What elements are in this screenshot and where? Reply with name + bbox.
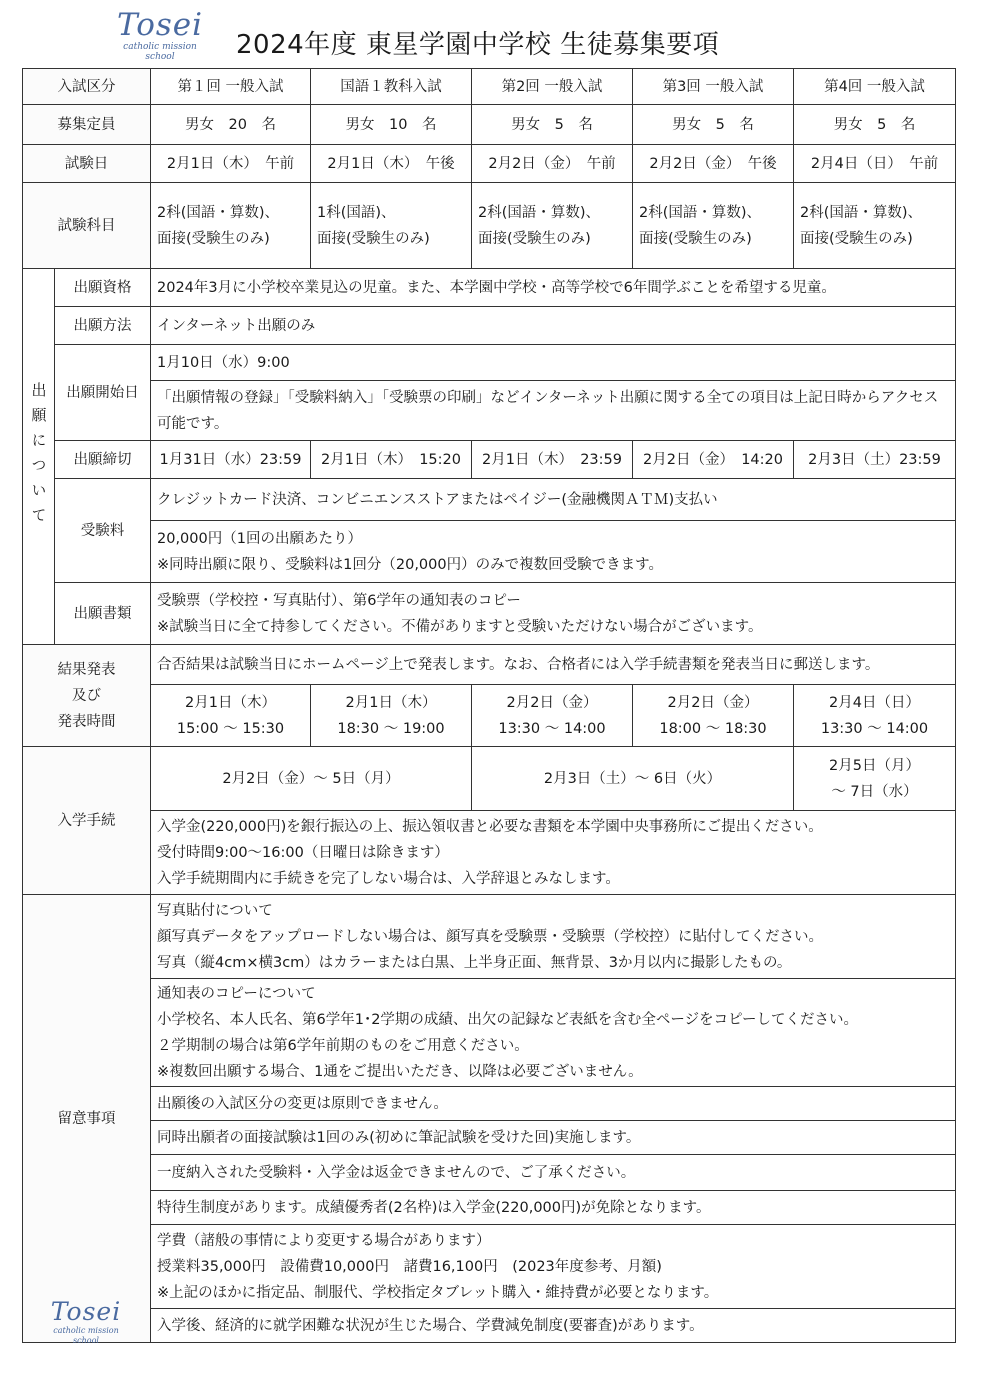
exam-category-header: 入試区分 [23,69,151,105]
exam-name: 国語１教科入試 [311,69,472,105]
deadline: 2月1日（木） 15:20 [311,441,472,479]
deadline-row [23,441,956,479]
refund-note-row [23,1155,956,1191]
fee-label: 受験料 [55,479,151,583]
report-note-row [23,979,956,1087]
fee-amount-row [23,521,956,583]
photo-note-row [23,895,956,979]
method-text: インターネット出願のみ [151,307,956,345]
results-label: 結果発表 及び 発表時間 [23,645,151,747]
result-time: 2月1日（木） 15:00 ～ 15:30 [151,685,311,747]
result-time: 2月2日（金） 18:00 ～ 18:30 [633,685,794,747]
exam-name: 第2回 一般入試 [472,69,633,105]
interview-note: 同時出願者の面接試験は1回のみ(初めに筆記試験を受けた回)実施します。 [151,1121,956,1155]
results-times-row [23,685,956,747]
logo-wordmark: Tosei [116,7,204,43]
quota-value: 男女 5 名 [794,105,956,145]
tuition-note: 学費（諸般の事情により変更する場合があります） 授業料35,000円 設備費10,000円 諸費16,100円 (2023年度参考、月額) ※上記のほかに指定品、制服代、学校指定タブレット購入・維持費が必要となります。 [151,1225,956,1309]
enrollment-period-row [23,747,956,811]
logo-tagline: catholic mission school [53,1326,119,1345]
enrollment-period: 2月3日（土）～ 6日（火） [472,747,794,811]
quota-value: 男女 5 名 [472,105,633,145]
change-note: 出願後の入試区分の変更は原則できません。 [151,1087,956,1121]
enrollment-period: 2月2日（金）～ 5日（月） [151,747,472,811]
qualification-label: 出願資格 [55,269,151,307]
method-label: 出願方法 [55,307,151,345]
documents-row [23,583,956,645]
enrollment-label: 入学手続 [23,747,151,895]
deadline-label: 出願締切 [55,441,151,479]
start-note: 「出願情報の登録」「受験料納入」「受験票の印刷」などインターネット出願に関する全ての項目は上記日時からアクセス可能です。 [151,381,956,441]
admission-table [22,68,956,1343]
start-label: 出願開始日 [55,345,151,441]
report-note: 通知表のコピーについて 小学校名、本人氏名、第6学年1･2学期の成績、出欠の記録など表紙を含む全ページをコピーしてください。 ２学期制の場合は第6学年前期のものをご用意ください。 ※複数回出願する場合、1通をご提出いただき、以降は必要ございません。 [151,979,956,1087]
results-note-row [23,645,956,685]
footer-logo [46,1298,126,1346]
notes-label: 留意事項 [23,895,151,1343]
documents-text: 受験票（学校控・写真貼付）、第6学年の通知表のコピー ※試験当日に全て持参してください。不備がありますと受験いただけない場合がございます。 [151,583,956,645]
exam-name: 第4回 一般入試 [794,69,956,105]
scholarship-note-row [23,1191,956,1225]
application-group-label: 出願について [23,269,55,645]
start-note-row [23,381,956,441]
enrollment-details: 入学金(220,000円)を銀行振込の上、振込領収書と必要な書類を本学園中央事務所にご提出ください。 受付時間9:00～16:00（日曜日は除きます） 入学手続期間内に手続きを完了しない場合は、入学辞退とみなします。 [151,811,956,895]
exam-name: 第3回 一般入試 [633,69,794,105]
exam-name: 第１回 一般入試 [151,69,311,105]
quota-value: 男女 10 名 [311,105,472,145]
deadline: 2月3日（土）23:59 [794,441,956,479]
start-date: 1月10日（水）9:00 [151,345,956,381]
deadline: 2月2日（金） 14:20 [633,441,794,479]
quota-header: 募集定員 [23,105,151,145]
deadline: 1月31日（水）23:59 [151,441,311,479]
exam-subjects: 2科(国語・算数)、 面接(受験生のみ) [151,183,311,269]
qualification-text: 2024年3月に小学校卒業見込の児童。また、本学園中学校・高等学校で6年間学ぶことを希望する児童。 [151,269,956,307]
hardship-note: 入学後、経済的に就学困難な状況が生じた場合、学費減免制度(要審査)があります。 [151,1309,956,1343]
photo-note: 写真貼付について 顔写真データをアップロードしない場合は、顔写真を受験票・受験票（学校控）に貼付してください。 写真（縦4cm×横3cm）はカラーまたは白黒、上半身正面、無背景、3か月以内に撮影したもの。 [151,895,956,979]
logo-tagline: catholic mission school [123,42,197,62]
start-date-row [23,345,956,381]
result-time: 2月1日（木） 18:30 ～ 19:00 [311,685,472,747]
results-note: 合否結果は試験当日にホームページ上で発表します。なお、合格者には入学手続書類を発表当日に郵送します。 [151,645,956,685]
exam-date: 2月1日（木） 午前 [151,145,311,183]
fee-payment: クレジットカード決済、コンビニエンスストアまたはペイジー(金融機関ＡＴＭ)支払い [151,479,956,521]
qualification-row [23,269,956,307]
interview-note-row [23,1121,956,1155]
hardship-note-row [23,1309,956,1343]
exam-subjects: 2科(国語・算数)、 面接(受験生のみ) [633,183,794,269]
refund-note: 一度納入された受験料・入学金は返金できませんので、ご了承ください。 [151,1155,956,1191]
scholarship-note: 特待生制度があります。成績優秀者(2名枠)は入学金(220,000円)が免除となります。 [151,1191,956,1225]
exam-date: 2月4日（日） 午前 [794,145,956,183]
tuition-note-row [23,1225,956,1309]
enrollment-period: 2月5日（月） ～ 7日（水） [794,747,956,811]
exam-subjects: 2科(国語・算数)、 面接(受験生のみ) [472,183,633,269]
page-title: 2024年度 東星学園中学校 生徒募集要項 [236,30,720,60]
fee-amount: 20,000円（1回の出願あたり） ※同時出願に限り、受験料は1回分（20,000円）のみで複数回受験できます。 [151,521,956,583]
subjects-row [23,183,956,269]
logo-wordmark: Tosei [50,1297,122,1326]
exam-subjects: 1科(国語)、 面接(受験生のみ) [311,183,472,269]
exam-subjects: 2科(国語・算数)、 面接(受験生のみ) [794,183,956,269]
method-row [23,307,956,345]
exam-date: 2月1日（木） 午後 [311,145,472,183]
documents-label: 出願書類 [55,583,151,645]
enrollment-details-row [23,811,956,895]
quota-row [23,105,956,145]
result-time: 2月2日（金） 13:30 ～ 14:00 [472,685,633,747]
exam-date: 2月2日（金） 午前 [472,145,633,183]
subjects-header: 試験科目 [23,183,151,269]
quota-value: 男女 5 名 [633,105,794,145]
exam-date-row [23,145,956,183]
deadline: 2月1日（木） 23:59 [472,441,633,479]
exam-date-header: 試験日 [23,145,151,183]
change-note-row [23,1087,956,1121]
school-logo [112,8,208,62]
quota-value: 男女 20 名 [151,105,311,145]
exam-date: 2月2日（金） 午後 [633,145,794,183]
result-time: 2月4日（日） 13:30 ～ 14:00 [794,685,956,747]
exam-category-row [23,69,956,105]
fee-payment-row [23,479,956,521]
